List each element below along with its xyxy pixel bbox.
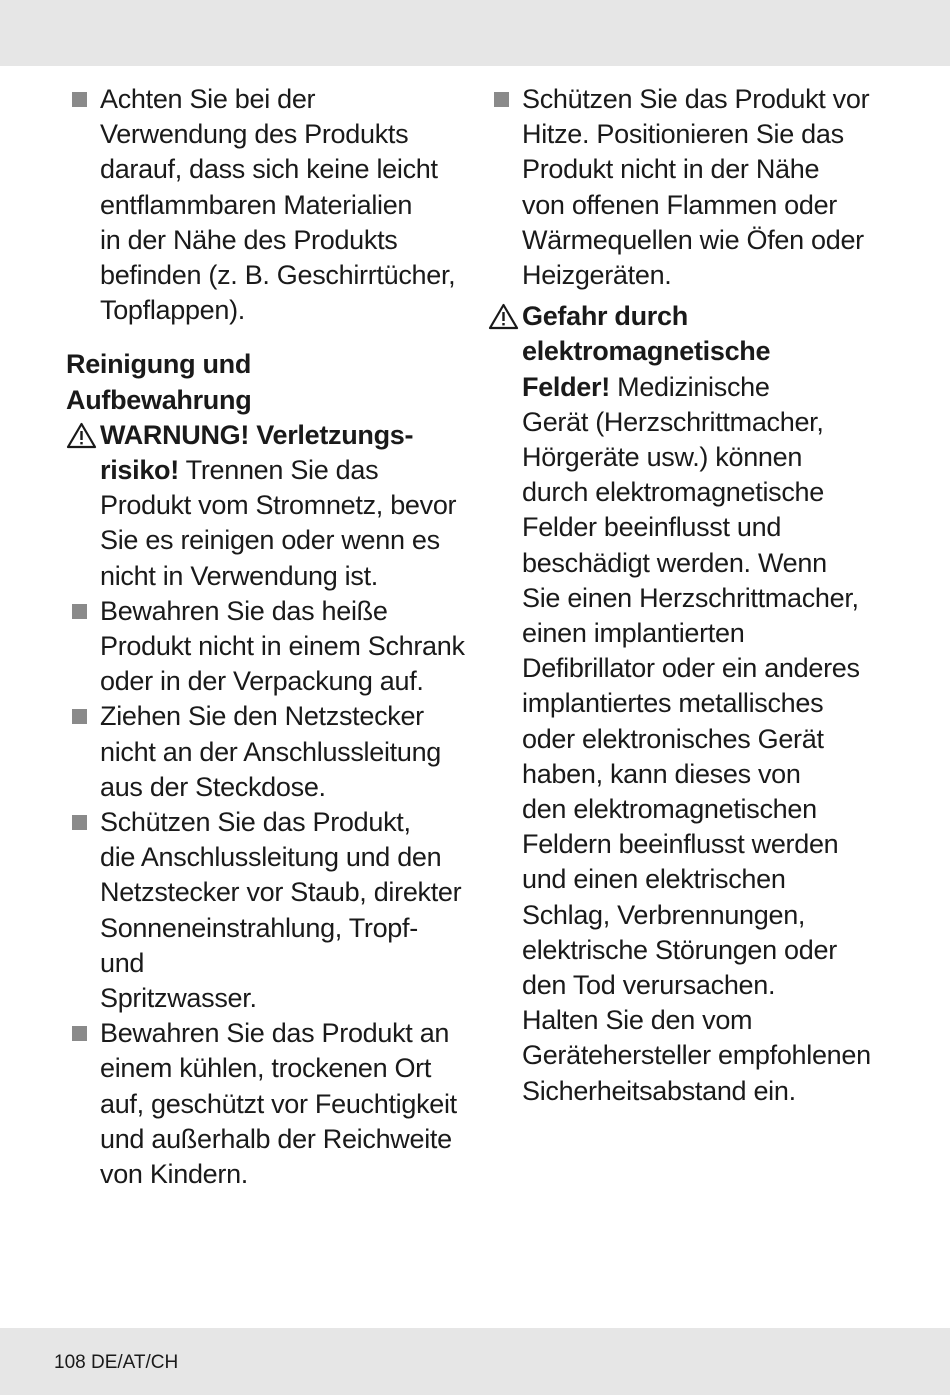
square-bullet-icon bbox=[72, 815, 87, 830]
heading-line: Aufbewahrung bbox=[66, 384, 252, 415]
text-line: Hitze. Positionieren Sie das bbox=[522, 119, 844, 150]
text-line: Medizinische bbox=[609, 371, 770, 402]
danger-item bbox=[488, 299, 888, 1109]
warning-item bbox=[66, 418, 466, 594]
text-line: nicht in Verwendung ist. bbox=[100, 560, 378, 591]
text-line: Sicherheitsabstand ein. bbox=[522, 1075, 796, 1106]
text-line: und außerhalb der Reichweite bbox=[100, 1123, 452, 1154]
text-line: Schlag, Verbrennungen, bbox=[522, 899, 806, 930]
text-line: Halten Sie den vom bbox=[522, 1005, 753, 1036]
text-line: Trennen Sie das bbox=[178, 455, 379, 486]
square-bullet-icon bbox=[494, 92, 509, 107]
square-bullet-icon bbox=[72, 92, 87, 107]
text-line: Produkt vom Stromnetz, bevor bbox=[100, 490, 457, 521]
text-line: Produkt nicht in einem Schrank bbox=[100, 631, 465, 662]
text-line: von offenen Flammen oder bbox=[522, 189, 837, 220]
text-line: den Tod verursachen. bbox=[522, 970, 776, 1001]
text-line: Gerätehersteller empfohlenen bbox=[522, 1040, 871, 1071]
text-line: entflammbaren Materialien bbox=[100, 189, 413, 220]
text-line: Bewahren Sie das heiße bbox=[100, 595, 388, 626]
text-line: Feldern beeinflusst werden bbox=[522, 829, 839, 860]
text-line: von Kindern. bbox=[100, 1159, 248, 1190]
warning-triangle-icon bbox=[488, 303, 519, 330]
text-line: durch elektromagnetische bbox=[522, 477, 824, 508]
list-item-storage bbox=[66, 1016, 466, 1192]
square-bullet-icon bbox=[72, 604, 87, 619]
text-line: Heizgeräten. bbox=[522, 260, 672, 291]
text-line: elektrische Störungen oder bbox=[522, 934, 837, 965]
text-line: haben, kann dieses von bbox=[522, 758, 801, 789]
text-line: Bewahren Sie das Produkt an bbox=[100, 1018, 450, 1049]
text-line: Topflappen). bbox=[100, 295, 246, 326]
text-line: Spritzwasser. bbox=[100, 983, 257, 1014]
text-line: in der Nähe des Produkts bbox=[100, 224, 398, 255]
list-item-heat bbox=[488, 82, 888, 293]
text-line: einem kühlen, trockenen Ort bbox=[100, 1053, 432, 1084]
danger-label: Felder! bbox=[522, 371, 610, 402]
text-line: Gerät (Herzschrittmacher, bbox=[522, 406, 824, 437]
list-item-cabinet bbox=[66, 594, 466, 700]
text-line: Verwendung des Produkts bbox=[100, 119, 409, 150]
left-column bbox=[66, 82, 466, 1192]
danger-label: Gefahr durch bbox=[522, 301, 688, 332]
warning-label: WARNUNG! Verletzungs- bbox=[100, 419, 414, 450]
text-line: Ziehen Sie den Netzstecker bbox=[100, 701, 424, 732]
heading-line: Reinigung und bbox=[66, 349, 252, 380]
text-line: oder elektronisches Gerät bbox=[522, 723, 824, 754]
square-bullet-icon bbox=[72, 1026, 87, 1041]
list-item-dust bbox=[66, 805, 466, 1016]
top-band bbox=[0, 0, 950, 66]
text-line: Schützen Sie das Produkt vor bbox=[522, 84, 870, 114]
warning-triangle-icon bbox=[66, 422, 97, 449]
list-item-flammable bbox=[66, 82, 466, 328]
text-line: Sie es reinigen oder wenn es bbox=[100, 525, 440, 556]
section-heading bbox=[66, 347, 466, 417]
text-line: die Anschlussleitung und den bbox=[100, 842, 442, 873]
text-line: Sie einen Herzschrittmacher, bbox=[522, 582, 859, 613]
text-line: darauf, dass sich keine leicht bbox=[100, 154, 438, 185]
text-line: Achten Sie bei der bbox=[100, 84, 316, 114]
text-line: oder in der Verpackung auf. bbox=[100, 666, 424, 697]
right-column bbox=[488, 82, 888, 1109]
text-line: Felder beeinflusst und bbox=[522, 512, 782, 543]
text-line: Sonneneinstrahlung, Tropf- und bbox=[100, 912, 418, 978]
danger-label: elektromagnetische bbox=[522, 336, 771, 367]
text-line: nicht an der Anschlussleitung bbox=[100, 736, 442, 767]
warning-label: risiko! bbox=[100, 455, 179, 486]
text-line: und einen elektrischen bbox=[522, 864, 786, 895]
text-line: Schützen Sie das Produkt, bbox=[100, 807, 411, 838]
square-bullet-icon bbox=[72, 709, 87, 724]
text-line: aus der Steckdose. bbox=[100, 771, 326, 802]
text-line: beschädigt werden. Wenn bbox=[522, 547, 827, 578]
text-line: Netzstecker vor Staub, direkter bbox=[100, 877, 462, 908]
text-line: auf, geschützt vor Feuchtigkeit bbox=[100, 1088, 457, 1119]
text-line: befinden (z. B. Geschirrtücher, bbox=[100, 260, 456, 291]
text-line: einen implantierten bbox=[522, 618, 745, 649]
text-line: Hörgeräte usw.) können bbox=[522, 442, 803, 473]
text-line: Defibrillator oder ein anderes bbox=[522, 653, 860, 684]
page-number: 108 DE/AT/CH bbox=[54, 1352, 179, 1373]
text-line: implantiertes metallisches bbox=[522, 688, 824, 719]
text-line: Produkt nicht in der Nähe bbox=[522, 154, 820, 185]
text-line: den elektromagnetischen bbox=[522, 794, 817, 825]
text-line: Wärmequellen wie Öfen oder bbox=[522, 224, 864, 255]
list-item-plug bbox=[66, 699, 466, 805]
